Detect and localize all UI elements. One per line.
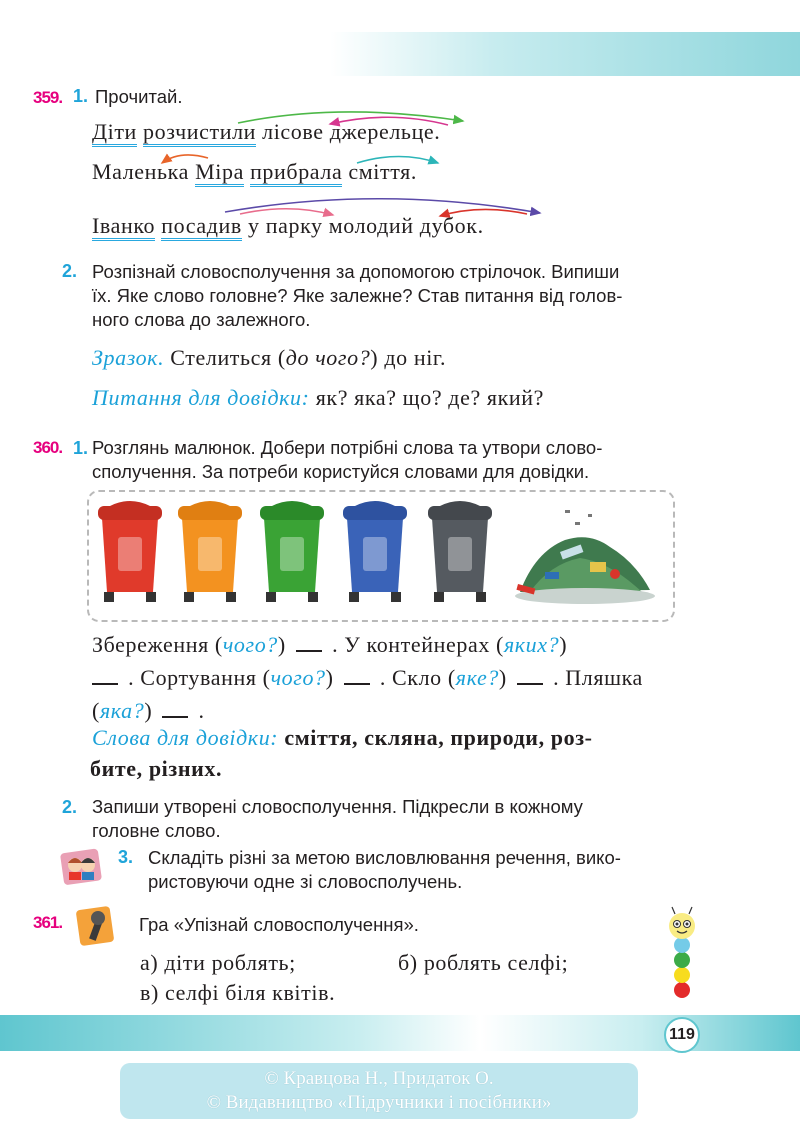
caterpillar-icon: [662, 904, 702, 1012]
reference-text: сміття, скляна, природи, роз-: [284, 725, 593, 750]
sentence-2: [92, 159, 417, 185]
exercise-number-361: 361.: [33, 913, 63, 932]
task-text: Прочитай.: [95, 86, 183, 107]
recycling-bin-icon: [260, 501, 324, 602]
predicate-word: посадив: [161, 213, 242, 241]
text: ): [498, 665, 507, 690]
sample-text: Стелиться (: [170, 345, 286, 370]
predicate-word: розчистили: [143, 119, 256, 147]
task-text: [92, 795, 712, 843]
questions-line: [92, 385, 544, 411]
question: чого?: [222, 632, 278, 657]
copyright-box: [120, 1063, 638, 1119]
metal-icon: [280, 537, 304, 571]
questions-label: Питання для довідки:: [92, 385, 310, 410]
option-c: в) селфі біля квітів.: [140, 980, 336, 1005]
text: . Сортування (: [128, 665, 271, 690]
fill-line-2: [92, 661, 702, 694]
question: яка?: [99, 698, 145, 723]
reference-text: бите, різних.: [90, 756, 223, 781]
sentence-rest: у парку молодий дубок.: [248, 213, 484, 238]
text: . Скло (: [379, 665, 456, 690]
microphone-game-icon: [76, 904, 116, 948]
task-line: ного слова до залежного.: [92, 309, 311, 330]
question: яке?: [455, 665, 499, 690]
reference-words: [92, 722, 702, 784]
text: . Пляшка: [553, 665, 643, 690]
organic-icon: [448, 537, 472, 571]
question: яких?: [503, 632, 560, 657]
predicate-word: прибрала: [250, 159, 342, 187]
text: . У контейнерах (: [332, 632, 504, 657]
sample-label: Зразок.: [92, 345, 165, 370]
sentence-rest: сміття.: [348, 159, 417, 184]
text: ): [559, 632, 568, 657]
sample-question: до чого?: [285, 345, 371, 370]
sentence-3: [92, 213, 484, 239]
arrow: [225, 199, 540, 213]
task-line: сполучення. За потреби користуйся словами для довідки.: [92, 461, 590, 482]
text: ): [144, 698, 153, 723]
plastic-icon: [198, 537, 222, 571]
sentence-word: Маленька: [92, 159, 189, 184]
task-number: 2.: [62, 797, 78, 817]
text: ): [325, 665, 334, 690]
blank-field[interactable]: [344, 669, 370, 685]
fill-line-1: [92, 628, 702, 661]
task-text: [92, 436, 712, 484]
task-number: 1.: [73, 438, 89, 458]
task-line: Розглянь малюнок. Добери потрібні слова та утвори слово-: [92, 437, 603, 458]
subject-word: Міра: [195, 159, 244, 187]
questions-text: як? яка? що? де? який?: [315, 385, 545, 410]
copyright-authors: © Кравцова Н., Придаток О.: [264, 1068, 494, 1089]
text: Збереження (: [92, 632, 223, 657]
recycling-bin-icon: [98, 501, 162, 602]
blank-field[interactable]: [517, 669, 543, 685]
task-line: Розпізнай словосполучення за допомогою стрілочок. Випиши: [92, 261, 620, 282]
text: .: [198, 698, 205, 723]
task-line: Складіть різні за метою висловлювання речення, вико-: [148, 847, 621, 868]
glass-icon: [118, 537, 142, 571]
task-number: 1.: [73, 86, 89, 106]
task-line: головне слово.: [92, 820, 221, 841]
garbage-pile-icon: [515, 510, 655, 604]
page-number: 119: [664, 1017, 700, 1053]
text: (: [92, 698, 100, 723]
blank-field[interactable]: [162, 702, 188, 718]
exercise-number-359: 359.: [33, 88, 63, 107]
sentence-1: [92, 119, 440, 145]
exercise-number-360: 360.: [33, 438, 63, 457]
sentence-rest: лісове джерельце.: [262, 119, 441, 144]
group-work-icon: [60, 845, 104, 887]
paper-icon: [363, 537, 387, 571]
recycling-bin-icon: [343, 501, 407, 602]
task-number: 3.: [118, 847, 134, 867]
task-number: 2.: [62, 261, 78, 281]
game-title: Гра «Упізнай словосполучення».: [139, 914, 419, 935]
task-line: Запиши утворені словосполучення. Підкресли в кожному: [92, 796, 583, 817]
recycling-bin-icon: [178, 501, 242, 602]
recycling-illustration: [90, 492, 670, 616]
text: ): [277, 632, 286, 657]
reference-label: Слова для довідки:: [92, 725, 279, 750]
fill-in-text: [92, 628, 702, 727]
task-text: [92, 260, 712, 332]
copyright-publisher: © Видавництво «Підручники і посібники»: [206, 1092, 552, 1113]
option-b: б) роблять селфі;: [398, 950, 569, 975]
blank-field[interactable]: [296, 636, 322, 652]
blank-field[interactable]: [92, 669, 118, 685]
task-line: ристовуючи одне зі словосполучень.: [148, 871, 463, 892]
option-a: а) діти роблять;: [140, 950, 296, 975]
subject-word: Іванко: [92, 213, 155, 241]
subject-word: Діти: [92, 119, 137, 147]
sample-line: [92, 345, 446, 371]
sample-text: ) до ніг.: [370, 345, 447, 370]
task-line: їх. Яке слово головне? Яке залежне? Став питання від голов-: [92, 285, 623, 306]
question: чого?: [270, 665, 326, 690]
recycling-bin-icon: [428, 501, 492, 602]
task-text: [148, 846, 708, 894]
